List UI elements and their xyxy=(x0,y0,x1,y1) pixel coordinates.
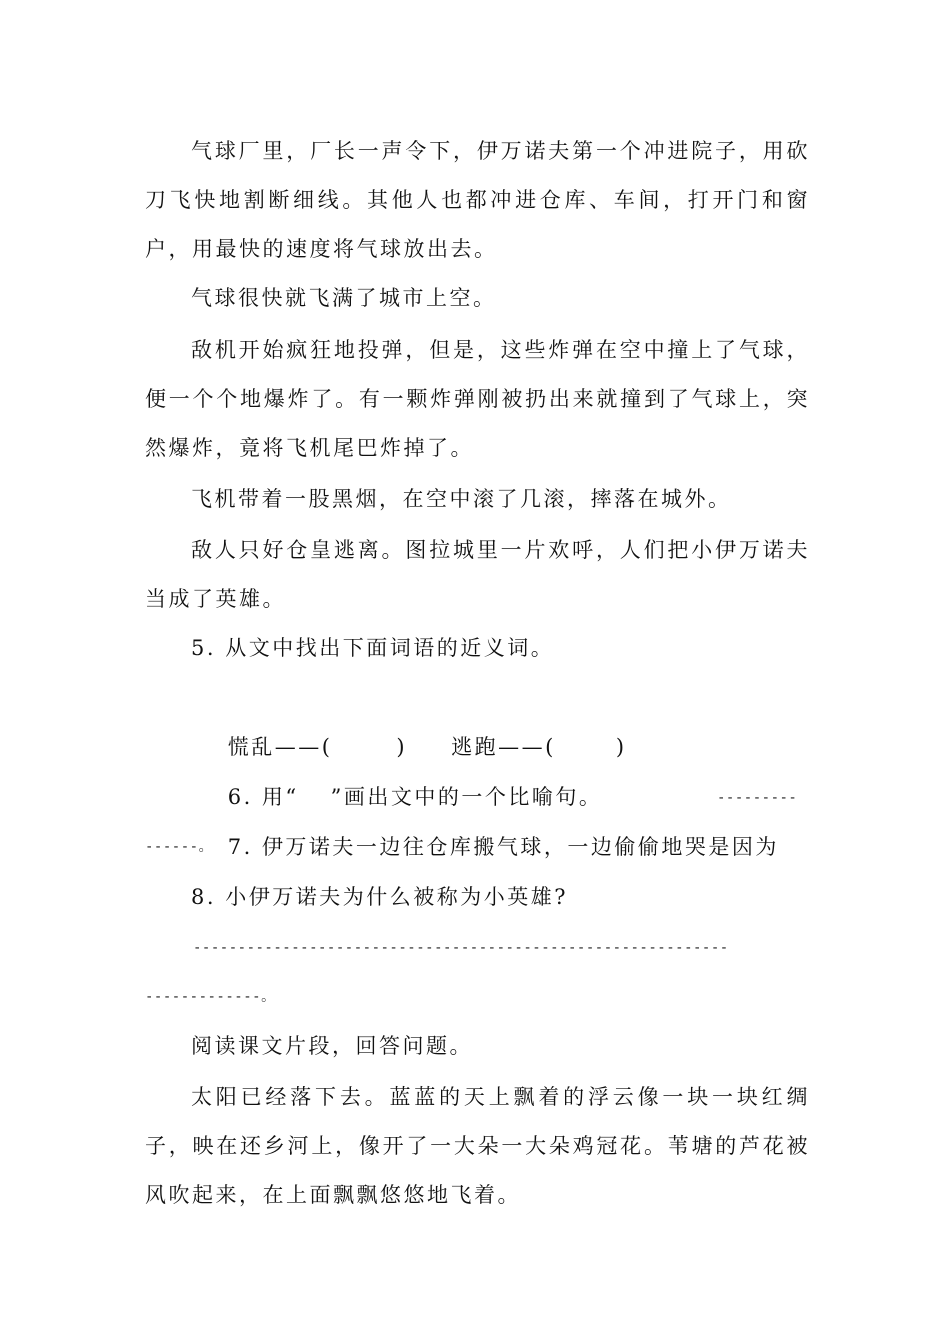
question-6-after: ”画出文中的一个比喻句。 xyxy=(330,785,603,809)
passage-paragraph: 敌机开始疯狂地投弹，但是，这些炸弹在空中撞上了气球，便一个个地爆炸了。有一颗炸弹刚被扔出来就撞到了气球上，突然爆炸，竟将飞机尾巴炸掉了。 xyxy=(145,338,810,460)
passage-paragraph: 敌人只好仓皇逃离。图拉城里一片欢呼，人们把小伊万诺夫当成了英雄。 xyxy=(145,538,810,611)
synonym-item-a-close: ) xyxy=(396,735,408,759)
question-7-answer-line-2[interactable]: ------。 xyxy=(145,839,214,855)
passage-paragraph: 气球厂里，厂长一声令下，伊万诺夫第一个冲进院子，用砍刀飞快地割断细线。其他人也都冲进仓库、车间，打开门和窗户，用最快的速度将气球放出去。 xyxy=(145,139,810,261)
question-6-before: 6. 用“ xyxy=(227,785,299,809)
section-instruction: 阅读课文片段，回答问题。 xyxy=(191,1034,473,1058)
synonym-item-b-close: ) xyxy=(615,735,627,759)
passage-paragraph: 气球很快就飞满了城市上空。 xyxy=(191,286,497,310)
synonym-item-a-label: 慌乱——( xyxy=(227,735,333,759)
synonym-item-b-label: 逃跑——( xyxy=(451,735,556,759)
passage-paragraph: 飞机带着一股黑烟，在空中滚了几滚，摔落在城外。 xyxy=(191,487,732,511)
question-8: 8. 小伊万诺夫为什么被称为小英雄? xyxy=(191,885,568,909)
question-8-answer-line-1[interactable]: ------------------------------------------------------------ xyxy=(193,940,729,956)
question-8-answer-line-2[interactable]: -------------。 xyxy=(145,989,276,1005)
question-7-answer-line-1[interactable]: --------- xyxy=(717,790,798,806)
section-2-paragraph: 太阳已经落下去。蓝蓝的天上飘着的浮云像一块一块红绸子，映在还乡河上，像开了一大朵一大朵鸡冠花。苇塘的芦花被风吹起来，在上面飘飘悠悠地飞着。 xyxy=(145,1085,810,1207)
question-7-text: 7. 伊万诺夫一边往仓库搬气球，一边偷偷地哭是因为 xyxy=(227,835,779,859)
question-5: 5. 从文中找出下面词语的近义词。 xyxy=(191,636,555,660)
